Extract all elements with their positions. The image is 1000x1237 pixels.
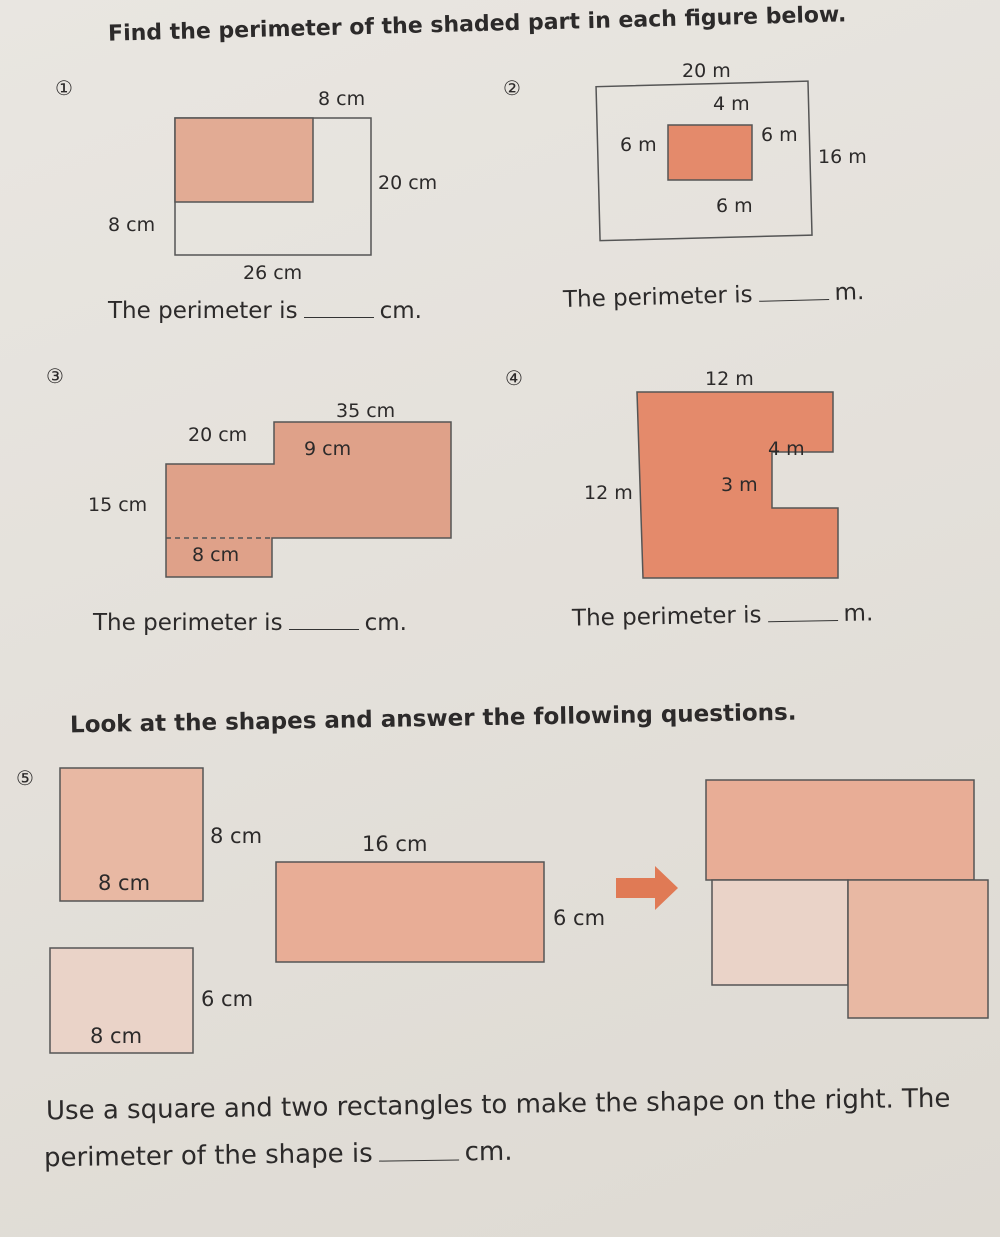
combined-left [712, 880, 848, 985]
dim-label: 15 cm [88, 494, 148, 516]
dim-label: 8 cm [210, 824, 263, 848]
dim-label: 20 m [682, 60, 731, 82]
title: Find the perimeter of the shaded part in each figure below. [107, 2, 847, 47]
problem-number: ④ [505, 366, 523, 390]
dim-label: 8 cm [318, 88, 366, 110]
dim-label: 8 cm [90, 1024, 143, 1048]
section-title: Look at the shapes and answer the following questions. [69, 699, 797, 739]
unit: m. [834, 279, 865, 306]
problem-number: ② [503, 76, 521, 100]
dim-label: 8 cm [98, 871, 151, 895]
problem-number: ① [55, 76, 73, 100]
answer-line-1 [108, 298, 422, 324]
combined-square [848, 880, 988, 1018]
unit: m. [843, 600, 874, 627]
combined-top [706, 780, 974, 880]
rect-16x6 [276, 862, 544, 962]
fig2-shaded-rect [668, 125, 752, 180]
dim-label: 3 m [721, 474, 758, 496]
prompt: The perimeter is [108, 298, 298, 324]
dim-label: 20 cm [188, 424, 248, 446]
dim-label: 6 m [716, 195, 753, 217]
dim-label: 26 cm [243, 262, 303, 284]
answer-blank[interactable] [289, 629, 359, 630]
dim-label: 16 cm [362, 832, 428, 856]
dim-label: 35 cm [336, 400, 396, 422]
answer-blank[interactable] [304, 317, 374, 318]
dim-label: 16 m [818, 146, 867, 168]
answer-line-3 [93, 610, 407, 636]
dim-label: 4 m [713, 93, 750, 115]
prompt: perimeter of the shape is [43, 1138, 373, 1174]
unit: cm. [464, 1136, 513, 1168]
prompt: The perimeter is [562, 281, 753, 313]
dim-label: 12 m [584, 482, 633, 504]
problem-number: ③ [46, 364, 64, 388]
answer-blank[interactable] [759, 299, 829, 302]
dim-label: 20 cm [378, 172, 438, 194]
dim-label: 6 m [761, 124, 798, 146]
dim-label: 12 m [705, 368, 754, 390]
prompt: The perimeter is [571, 602, 762, 632]
unit: cm. [364, 610, 407, 636]
answer-blank[interactable] [379, 1159, 459, 1161]
dim-label: 8 cm [192, 544, 240, 566]
dim-label: 9 cm [304, 438, 352, 460]
dim-label: 6 m [620, 134, 657, 156]
prompt: The perimeter is [93, 610, 283, 636]
answer-line-4 [572, 600, 874, 631]
fig1-shaded-rect [175, 118, 313, 202]
dim-label: 6 cm [201, 987, 254, 1011]
arrow-icon [616, 866, 678, 910]
problem-number: ⑤ [16, 766, 34, 790]
dim-label: 4 m [768, 438, 805, 460]
answer-blank[interactable] [768, 620, 838, 622]
dim-label: 6 cm [553, 906, 606, 930]
dim-label: 8 cm [108, 214, 156, 236]
question-5-line-1: Use a square and two rectangles to make the shape on the right. The [45, 1083, 951, 1127]
unit: cm. [379, 298, 422, 324]
